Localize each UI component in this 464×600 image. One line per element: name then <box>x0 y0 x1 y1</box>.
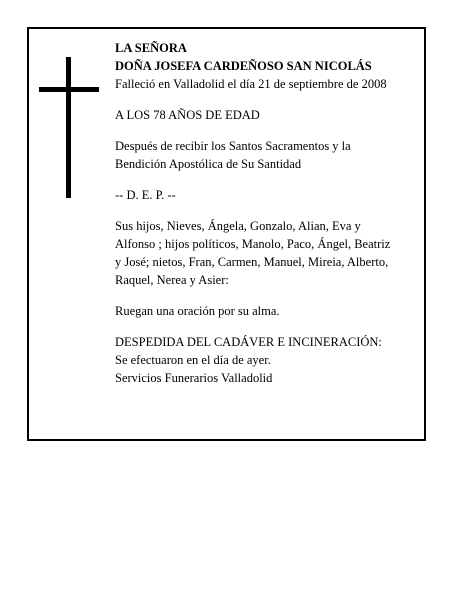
family-line-2: Alfonso ; hijos políticos, Manolo, Paco, Ángel, Beatriz <box>115 237 391 251</box>
farewell-heading: DESPEDIDA DEL CADÁVER E INCINERACIÓN: <box>115 335 382 349</box>
prayer-line: Ruegan una oración por su alma. <box>115 304 280 318</box>
heading-line-1: LA SEÑORA <box>115 41 187 55</box>
farewell-line-1: Se efectuaron en el día de ayer. <box>115 353 271 367</box>
deceased-name: DOÑA JOSEFA CARDEÑOSO SAN NICOLÁS <box>115 59 372 73</box>
notice-text <box>115 39 421 387</box>
family-line-1: Sus hijos, Nieves, Ángela, Gonzalo, Alian, Eva y <box>115 219 361 233</box>
sacraments-line-2: Bendición Apostólica de Su Santidad <box>115 157 302 171</box>
funeral-home-line: Servicios Funerarios Valladolid <box>115 371 273 385</box>
rip-line: -- D. E. P. -- <box>115 188 176 202</box>
family-line-3: y José; nietos, Fran, Carmen, Manuel, Mireia, Alberto, <box>115 255 389 269</box>
age-line: A LOS 78 AÑOS DE EDAD <box>115 108 260 122</box>
death-date-line: Falleció en Valladolid el día 21 de septiembre de 2008 <box>115 77 387 91</box>
family-line-4: Raquel, Nerea y Asier: <box>115 273 229 287</box>
sacraments-line-1: Después de recibir los Santos Sacramentos y la <box>115 139 351 153</box>
cross-vertical-bar <box>66 57 71 198</box>
cross-horizontal-bar <box>39 87 99 92</box>
obituary-notice <box>27 27 426 441</box>
